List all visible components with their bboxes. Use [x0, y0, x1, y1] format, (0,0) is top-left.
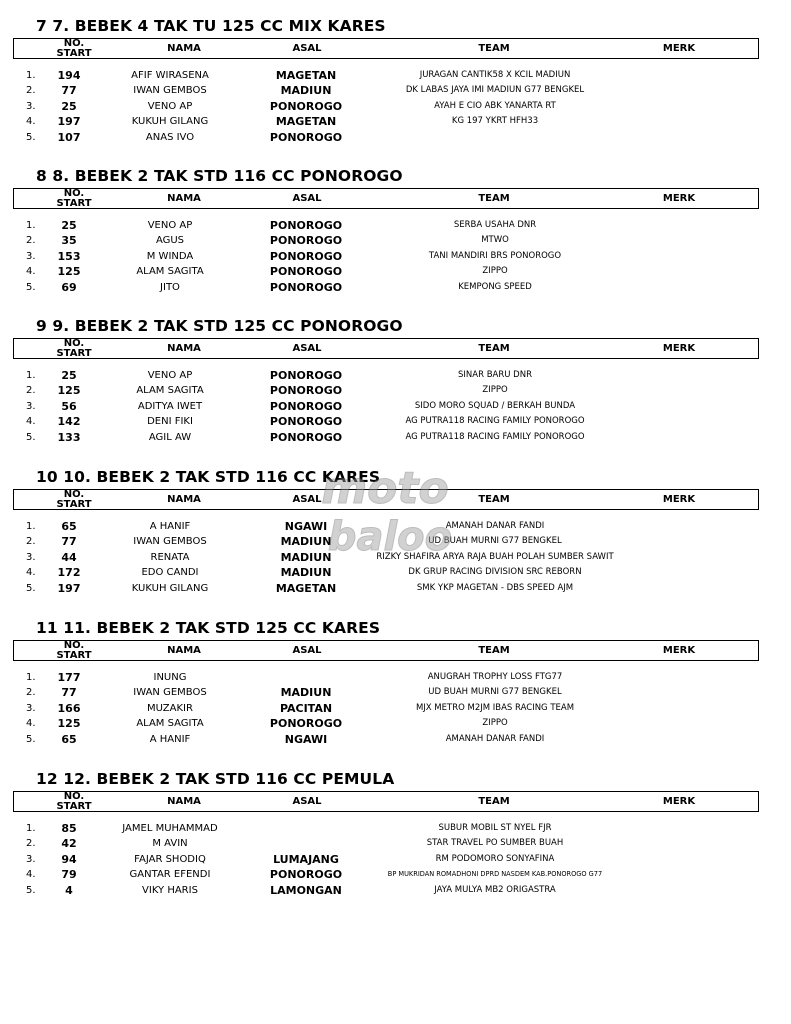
- rider-name: MUZAKIR: [147, 703, 193, 714]
- table-row: [0, 114, 791, 129]
- rider-name: VENO AP: [147, 101, 193, 112]
- row-position: 1.: [26, 220, 36, 231]
- start-number: 172: [57, 566, 81, 579]
- rider-name: VIKY HARIS: [142, 885, 198, 896]
- table-row: [0, 368, 791, 383]
- section-title: 9 9. BEBEK 2 TAK STD 125 CC PONOROGO: [36, 317, 403, 335]
- rider-origin: PONOROGO: [269, 384, 343, 397]
- start-number: 153: [57, 250, 81, 263]
- header-no-label: NO.: [63, 38, 85, 49]
- rider-team: SMK YKP MAGETAN - DBS SPEED AJM: [416, 583, 574, 593]
- rider-team: DK GRUP RACING DIVISION SRC REBORN: [408, 567, 582, 577]
- start-number: 125: [57, 265, 81, 278]
- row-position: 1.: [26, 521, 36, 532]
- rider-origin: LAMONGAN: [270, 884, 342, 897]
- rider-team: SIDO MORO SQUAD / BERKAH BUNDA: [414, 401, 576, 411]
- table-row: [0, 280, 791, 295]
- rider-name: IWAN GEMBOS: [133, 536, 207, 547]
- section-title: 7 7. BEBEK 4 TAK TU 125 CC MIX KARES: [36, 17, 386, 35]
- header-asal: ASAL: [292, 43, 322, 54]
- row-position: 1.: [26, 672, 36, 683]
- row-position: 3.: [26, 101, 36, 112]
- table-row: [0, 716, 791, 731]
- section-title: 8 8. BEBEK 2 TAK STD 116 CC PONOROGO: [36, 167, 403, 185]
- header-merk: MERK: [662, 193, 696, 204]
- row-position: 1.: [26, 370, 36, 381]
- rider-origin: NGAWI: [284, 733, 328, 746]
- watermark-line1: moto: [321, 463, 449, 514]
- rider-team: AG PUTRA118 RACING FAMILY PONOROGO: [405, 416, 585, 426]
- start-number: 125: [57, 717, 81, 730]
- header-start-label: START: [56, 48, 92, 59]
- rider-origin: MAGETAN: [275, 69, 337, 82]
- row-position: 5.: [26, 132, 36, 143]
- start-number: 44: [61, 551, 77, 564]
- rider-team: SUBUR MOBIL ST NYEL FJR: [438, 823, 552, 833]
- start-number: 133: [57, 431, 81, 444]
- table-row: [0, 883, 791, 898]
- header-no-start: [56, 641, 92, 661]
- rider-name: A HANIF: [149, 734, 191, 745]
- row-position: 5.: [26, 734, 36, 745]
- header-asal: ASAL: [292, 343, 322, 354]
- header-nama: NAMA: [167, 43, 201, 54]
- start-number: 25: [61, 219, 77, 232]
- rider-team: ZIPPO: [482, 266, 508, 276]
- start-number: 42: [61, 837, 77, 850]
- rider-team: JURAGAN CANTIK58 X KCIL MADIUN: [419, 70, 571, 80]
- start-number: 77: [61, 686, 77, 699]
- start-number: 77: [61, 84, 77, 97]
- rider-team: AYAH E CIO ABK YANARTA RT: [434, 101, 556, 111]
- rider-name: IWAN GEMBOS: [133, 85, 207, 96]
- rider-team: MJX METRO M2JM IBAS RACING TEAM: [415, 703, 575, 713]
- table-row: [0, 399, 791, 414]
- row-position: 4.: [26, 416, 36, 427]
- table-row: [0, 83, 791, 98]
- rider-origin: MADIUN: [280, 686, 332, 699]
- table-row: [0, 670, 791, 685]
- header-team: TEAM: [478, 645, 510, 656]
- start-number: 166: [57, 702, 81, 715]
- header-no-start: [56, 39, 92, 59]
- header-no-label: NO.: [63, 791, 85, 802]
- section-title: 12 12. BEBEK 2 TAK STD 116 CC PEMULA: [36, 770, 395, 788]
- row-position: 4.: [26, 567, 36, 578]
- start-number: 65: [61, 733, 77, 746]
- start-number: 197: [57, 582, 81, 595]
- start-number: 77: [61, 535, 77, 548]
- rider-name: A HANIF: [149, 521, 191, 532]
- watermark-logo: [310, 458, 460, 568]
- row-position: 2.: [26, 536, 36, 547]
- rider-origin: PONOROGO: [269, 717, 343, 730]
- table-row: [0, 233, 791, 248]
- table-row: [0, 99, 791, 114]
- table-header: [13, 188, 759, 209]
- table-header: [13, 640, 759, 661]
- row-position: 4.: [26, 869, 36, 880]
- rider-origin: PONOROGO: [269, 400, 343, 413]
- header-merk: MERK: [662, 343, 696, 354]
- header-no-label: NO.: [63, 489, 85, 500]
- race-section: [0, 317, 791, 457]
- table-row: [0, 685, 791, 700]
- start-number: 177: [57, 671, 81, 684]
- row-position: 5.: [26, 432, 36, 443]
- rider-team: BP MUKRIDAN ROMADHONI DPRD NASDEM KAB.PONOROGO G77: [387, 870, 603, 878]
- header-no-start: [56, 490, 92, 510]
- header-nama: NAMA: [167, 645, 201, 656]
- table-row: [0, 130, 791, 145]
- rider-name: GANTAR EFENDI: [129, 869, 211, 880]
- rider-team: AG PUTRA118 RACING FAMILY PONOROGO: [405, 432, 585, 442]
- rider-origin: PACITAN: [279, 702, 333, 715]
- start-number: 35: [61, 234, 77, 247]
- rider-team: AMANAH DANAR FANDI: [445, 734, 545, 744]
- row-position: 4.: [26, 116, 36, 127]
- header-start-label: START: [56, 650, 92, 661]
- header-nama: NAMA: [167, 343, 201, 354]
- start-number: 56: [61, 400, 77, 413]
- row-position: 2.: [26, 838, 36, 849]
- rider-origin: PONOROGO: [269, 250, 343, 263]
- watermark-line2: baloo: [327, 514, 453, 560]
- rider-origin: PONOROGO: [269, 369, 343, 382]
- rider-team: RM PODOMORO SONYAFINA: [435, 854, 555, 864]
- rider-origin: LUMAJANG: [273, 853, 339, 866]
- rider-origin: NGAWI: [284, 520, 328, 533]
- rider-name: VENO AP: [147, 220, 193, 231]
- start-number: 94: [61, 853, 77, 866]
- rider-origin: PONOROGO: [269, 131, 343, 144]
- row-position: 5.: [26, 282, 36, 293]
- start-number: 79: [61, 868, 77, 881]
- header-no-label: NO.: [63, 640, 85, 651]
- row-position: 4.: [26, 718, 36, 729]
- rider-origin: PONOROGO: [269, 431, 343, 444]
- header-asal: ASAL: [292, 645, 322, 656]
- section-title: 11 11. BEBEK 2 TAK STD 125 CC KARES: [36, 619, 381, 637]
- rider-name: M WINDA: [146, 251, 194, 262]
- rider-name: AGUS: [155, 235, 185, 246]
- row-position: 5.: [26, 583, 36, 594]
- race-section: [0, 770, 791, 910]
- header-asal: ASAL: [292, 494, 322, 505]
- header-start-label: START: [56, 499, 92, 510]
- rider-name: ALAM SAGITA: [136, 718, 204, 729]
- rider-origin: PONOROGO: [269, 219, 343, 232]
- header-start-label: START: [56, 198, 92, 209]
- header-start-label: START: [56, 801, 92, 812]
- row-position: 3.: [26, 703, 36, 714]
- header-start-label: START: [56, 348, 92, 359]
- rider-team: KG 197 YKRT HFH33: [451, 116, 539, 126]
- table-row: [0, 414, 791, 429]
- header-team: TEAM: [478, 796, 510, 807]
- race-section: [0, 167, 791, 307]
- start-number: 85: [61, 822, 77, 835]
- table-row: [0, 701, 791, 716]
- row-position: 1.: [26, 70, 36, 81]
- start-number: 25: [61, 369, 77, 382]
- rider-team: KEMPONG SPEED: [458, 282, 532, 292]
- rider-team: ZIPPO: [482, 385, 508, 395]
- table-row: [0, 581, 791, 596]
- race-section: [0, 17, 791, 157]
- table-row: [0, 249, 791, 264]
- rider-team: JAYA MULYA MB2 ORIGASTRA: [434, 885, 556, 895]
- start-number: 25: [61, 100, 77, 113]
- rider-name: INUNG: [153, 672, 187, 683]
- header-asal: ASAL: [292, 193, 322, 204]
- rider-name: FAJAR SHODIQ: [134, 854, 206, 865]
- row-position: 4.: [26, 266, 36, 277]
- section-title: 10 10. BEBEK 2 TAK STD 116 CC KARES: [36, 468, 381, 486]
- rider-team: ANUGRAH TROPHY LOSS FTG77: [427, 672, 563, 682]
- rider-team: STAR TRAVEL PO SUMBER BUAH: [426, 838, 564, 848]
- header-nama: NAMA: [167, 796, 201, 807]
- rider-origin: MADIUN: [280, 551, 332, 564]
- rider-origin: MAGETAN: [275, 115, 337, 128]
- rider-name: EDO CANDI: [141, 567, 199, 578]
- row-position: 2.: [26, 235, 36, 246]
- rider-origin: MADIUN: [280, 84, 332, 97]
- table-row: [0, 836, 791, 851]
- rider-name: ALAM SAGITA: [136, 266, 204, 277]
- rider-name: ALAM SAGITA: [136, 385, 204, 396]
- header-merk: MERK: [662, 645, 696, 656]
- rider-team: AMANAH DANAR FANDI: [445, 521, 545, 531]
- table-row: [0, 383, 791, 398]
- rider-name: VENO AP: [147, 370, 193, 381]
- table-row: [0, 218, 791, 233]
- header-merk: MERK: [662, 796, 696, 807]
- rider-origin: PONOROGO: [269, 234, 343, 247]
- row-position: 3.: [26, 401, 36, 412]
- start-number: 4: [65, 884, 73, 897]
- rider-origin: MADIUN: [280, 535, 332, 548]
- table-row: [0, 852, 791, 867]
- start-number: 197: [57, 115, 81, 128]
- table-row: [0, 732, 791, 747]
- header-no-start: [56, 339, 92, 359]
- rider-name: ADITYA IWET: [137, 401, 203, 412]
- rider-team: SERBA USAHA DNR: [453, 220, 537, 230]
- header-team: TEAM: [478, 343, 510, 354]
- start-number: 142: [57, 415, 81, 428]
- rider-name: AGIL AW: [148, 432, 192, 443]
- rider-team: DK LABAS JAYA IMI MADIUN G77 BENGKEL: [405, 85, 585, 95]
- header-merk: MERK: [662, 43, 696, 54]
- rider-name: IWAN GEMBOS: [133, 687, 207, 698]
- start-number: 194: [57, 69, 81, 82]
- header-asal: ASAL: [292, 796, 322, 807]
- header-nama: NAMA: [167, 193, 201, 204]
- rider-name: RENATA: [150, 552, 190, 563]
- header-no-start: [56, 189, 92, 209]
- rider-name: KUKUH GILANG: [131, 583, 209, 594]
- header-team: TEAM: [478, 193, 510, 204]
- rider-team: RIZKY SHAFIRA ARYA RAJA BUAH POLAH SUMBER SAWIT: [376, 552, 614, 562]
- rider-team: TANI MANDIRI BRS PONOROGO: [428, 251, 562, 261]
- row-position: 2.: [26, 85, 36, 96]
- rider-team: UD BUAH MURNI G77 BENGKEL: [428, 536, 562, 546]
- header-merk: MERK: [662, 494, 696, 505]
- rider-team: UD BUAH MURNI G77 BENGKEL: [428, 687, 562, 697]
- header-team: TEAM: [478, 43, 510, 54]
- header-no-start: [56, 792, 92, 812]
- row-position: 5.: [26, 885, 36, 896]
- rider-name: AFIF WIRASENA: [131, 70, 209, 81]
- table-header: [13, 791, 759, 812]
- race-section: [0, 619, 791, 759]
- header-team: TEAM: [478, 494, 510, 505]
- rider-name: ANAS IVO: [145, 132, 195, 143]
- rider-team: ZIPPO: [482, 718, 508, 728]
- header-no-label: NO.: [63, 188, 85, 199]
- rider-origin: MADIUN: [280, 566, 332, 579]
- row-position: 1.: [26, 823, 36, 834]
- rider-name: KUKUH GILANG: [131, 116, 209, 127]
- start-number: 107: [57, 131, 81, 144]
- table-row: [0, 68, 791, 83]
- table-header: [13, 38, 759, 59]
- rider-team: SINAR BARU DNR: [458, 370, 532, 380]
- row-position: 3.: [26, 854, 36, 865]
- rider-name: DENI FIKI: [147, 416, 193, 427]
- header-nama: NAMA: [167, 494, 201, 505]
- rider-team: MTWO: [481, 235, 509, 245]
- rider-name: JAMEL MUHAMMAD: [122, 823, 218, 834]
- rider-origin: MAGETAN: [275, 582, 337, 595]
- start-number: 65: [61, 520, 77, 533]
- rider-name: JITO: [160, 282, 180, 293]
- table-row: [0, 430, 791, 445]
- start-number: 125: [57, 384, 81, 397]
- table-row: [0, 821, 791, 836]
- table-header: [13, 338, 759, 359]
- row-position: 3.: [26, 552, 36, 563]
- rider-origin: PONOROGO: [269, 265, 343, 278]
- table-row: [0, 867, 791, 882]
- start-number: 69: [61, 281, 77, 294]
- row-position: 2.: [26, 687, 36, 698]
- header-no-label: NO.: [63, 338, 85, 349]
- row-position: 2.: [26, 385, 36, 396]
- table-row: [0, 264, 791, 279]
- rider-name: M AVIN: [152, 838, 188, 849]
- rider-origin: PONOROGO: [269, 868, 343, 881]
- rider-origin: PONOROGO: [269, 100, 343, 113]
- row-position: 3.: [26, 251, 36, 262]
- rider-origin: PONOROGO: [269, 281, 343, 294]
- rider-origin: PONOROGO: [269, 415, 343, 428]
